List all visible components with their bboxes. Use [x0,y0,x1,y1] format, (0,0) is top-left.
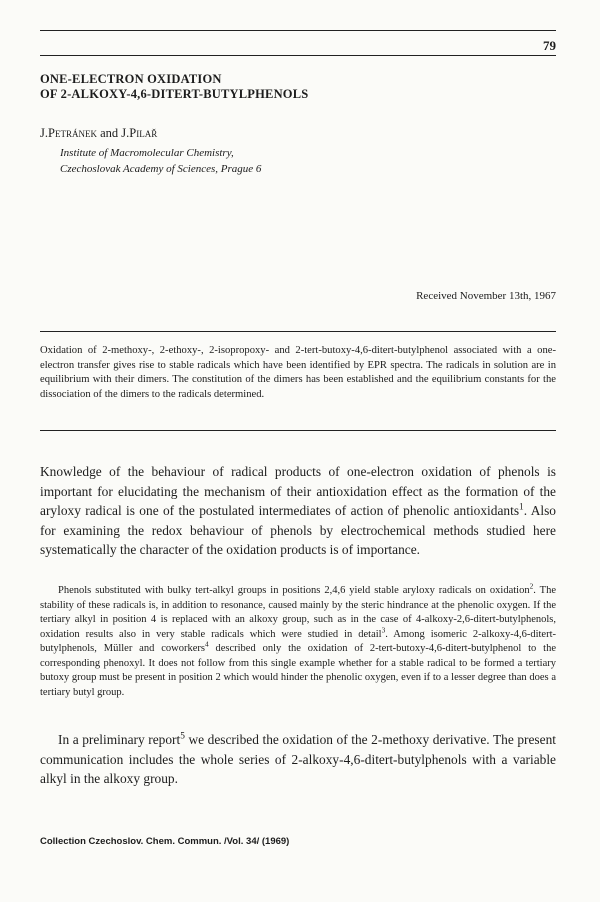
background-text-4: described only the oxidation of 2-tert-butoxy-4,6-ditert-butylphenol to the corresponding phenoxyl. It does not follow from this single example whether for a stable radical to be formed a tertiary butoxy group must be present in position 2 which would hinder the phenolic oxygen, even if to a lesser degree than does a tertiary butyl group. [40,643,556,698]
header-rule [40,55,556,56]
affiliation-line-1: Institute of Macromolecular Chemistry, [60,147,234,159]
abstract: Oxidation of 2-methoxy-, 2-ethoxy-, 2-isopropoxy- and 2-tert-butoxy-4,6-ditert-butylphenol associated with a one-electron transfer gives rise to stable radicals which have been identified by EPR spectra. The radicals in solution are in equilibrium with their dimers. The constitution of the dimers has been established and the equilibrium constants for the dissociation of the dimers to the radicals determined. [40,345,556,400]
intro-text-1: Knowledge of the behaviour of radical products of one-electron oxidation of phenols is important for elucidating the mechanism of their antioxidation effect as the formation of the aryloxy radical is one of the postulated intermediates of action of phenolic antioxidants [40,464,556,519]
journal-citation: Collection Czechoslov. Chem. Commun. /Vol. 34/ (1969) [40,836,290,847]
received-date: Received November 13th, 1967 [416,290,556,302]
author2-name: Pilař [129,126,158,140]
intro-text-2: . Also for examining the redox behaviour of phenols by electrochemical methods studied here systematically the character of the oxidation products is of importance. [40,503,556,558]
ref-3: 3 [381,625,386,634]
authors-conjunction: and [96,126,122,140]
top-rule [40,30,556,31]
abstract-top-rule [40,331,556,332]
background-text-1: Phenols substituted with bulky tert-alkyl groups in positions 2,4,6 yield stable aryloxy radicals on oxidation [58,585,530,596]
ref-5: 5 [180,731,185,742]
affiliation-line-2: Czechoslovak Academy of Sciences, Prague 6 [60,163,262,175]
page-number: 79 [543,38,556,53]
abstract-bottom-rule [40,430,556,431]
ref-1: 1 [519,502,524,513]
title-line-2: OF 2-ALKOXY-4,6-DITERT-BUTYLPHENOLS [40,87,309,101]
affiliation [60,145,261,177]
ref-2: 2 [529,581,534,591]
title-line-1: ONE-ELECTRON OXIDATION [40,72,222,86]
background-text-3: . Among isomeric 2-alkoxy-4,6-ditert-butylphenols, Müller and coworkers [40,628,556,654]
scope-text-1: In a preliminary report [58,732,181,747]
author1-name: Petránek [48,126,97,140]
scope-text-2: we described the oxidation of the 2-methoxy derivative. The present communication includes the whole series of 2-alkoxy-4,6-ditert-butylphenols with a variable alkyl in the alkoxy group. [40,732,556,787]
scope-paragraph [40,730,556,789]
author1-initial: J. [40,126,48,140]
author2-initial: J. [121,126,130,140]
background-text-2: . The stability of these radicals is, in addition to resonance, caused mainly by the steric hindrance at the phenolic oxygen. If the tertiary alkyl in position 4 is replaced with an alkoxy group, such as in the case of 4-alkoxy-2,6-ditert-butylphenols, oxidation results also in very stable radicals which were studied in detail [40,585,556,640]
background-paragraph [40,581,556,700]
intro-paragraph [40,462,556,560]
article-title [40,72,556,102]
ref-4: 4 [204,639,209,649]
authors [40,126,157,141]
